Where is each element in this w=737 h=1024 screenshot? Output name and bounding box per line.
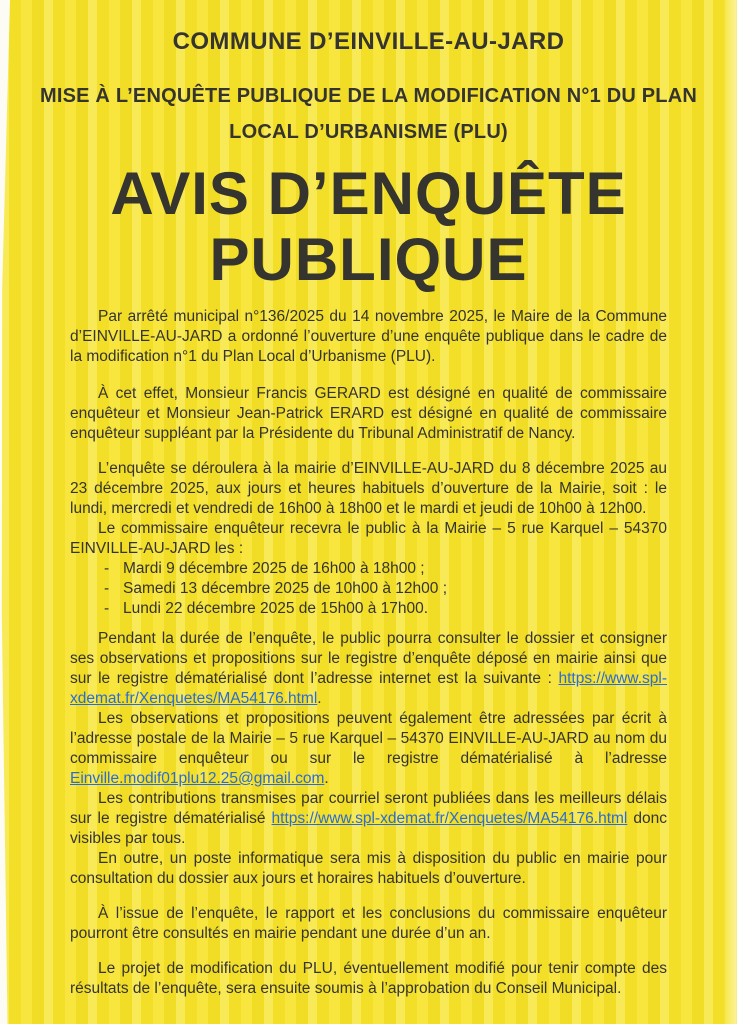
email-link[interactable]: Einville.modif01plu12.25@gmail.com xyxy=(70,769,325,787)
main-title xyxy=(0,161,737,293)
registre-text-end: . xyxy=(317,689,322,707)
courrier-text: Les observations et propositions peuvent également être adressées par écrit à l’adresse postale de la Mairie – 5 rue Karquel – 54370 EINVILLE-AU-JARD au nom du commissaire enquêteur ou sur le registre dématérialisé à l’adresse xyxy=(70,709,667,767)
permanence-item xyxy=(70,599,667,619)
paragraph-approbation: Le projet de modification du PLU, éventuellement modifié pour tenir compte des résultats de l’enquête, sera ensuite soumis à l’approbation du Conseil Municipal. xyxy=(70,959,667,997)
permanence-item xyxy=(70,579,667,599)
poster-header xyxy=(0,0,737,293)
permanence-item xyxy=(70,559,667,579)
paragraph-contributions xyxy=(70,789,667,849)
permanence-item-text: Samedi 13 décembre 2025 de 10h00 à 12h00 ; xyxy=(123,579,448,597)
paragraph-registre xyxy=(70,629,667,709)
courrier-text-end: . xyxy=(324,769,329,787)
permanence-list xyxy=(70,559,667,619)
permanence-item-text: Lundi 22 décembre 2025 de 15h00 à 17h00. xyxy=(123,599,429,617)
link-part-2: xdemat.fr/Xenquetes/MA54176.html xyxy=(380,809,628,827)
main-title-line-1: AVIS D’ENQUÊTE xyxy=(110,159,627,227)
dash-bullet: - xyxy=(104,559,110,577)
dash-bullet: - xyxy=(104,579,110,597)
paragraph-rapport: À l’issue de l’enquête, le rapport et les conclusions du commissaire enquêteur pourront être consultés en mairie pendant une durée d’un an. xyxy=(70,904,667,942)
paragraph-arrete: Par arrêté municipal n°136/2025 du 14 novembre 2025, le Maire de la Commune d’EINVILLE-AU-JARD a ordonné l’ouverture d’une enquête publique dans le cadre de la modification n°1 du Plan Local d’Urbanisme (PLU). xyxy=(70,307,667,365)
registre-dematerialise-link[interactable]: https://www.spl-xdemat.fr/Xenquetes/MA54176.html xyxy=(70,669,667,707)
contributions-text: Les contributions transmises par courriel seront publiées dans les meilleurs délais sur le registre dématérialisé xyxy=(70,789,667,827)
paragraph-poste-informatique: En outre, un poste informatique sera mis à disposition du public en mairie pour consultation du dossier aux jours et horaires habituels d’ouverture. xyxy=(70,849,667,887)
contributions-text-end: donc visibles par tous. xyxy=(70,809,667,847)
permanence-item-text: Mardi 9 décembre 2025 de 16h00 à 18h00 ; xyxy=(123,559,425,577)
registre-dematerialise-link-2[interactable] xyxy=(272,810,628,827)
paragraph-commissaires: À cet effet, Monsieur Francis GERARD est désigné en qualité de commissaire enquêteur et Monsieur Jean-Patrick ERARD est désigné en qualité de commissaire enquêteur suppléant par la Présidente du Tribunal Administratif de Nancy. xyxy=(70,384,667,442)
registre-text: Pendant la durée de l’enquête, le public pourra consulter le dossier et consigner ses observations et propositions sur le registre d’enquête déposé en mairie ainsi que sur le registre dématérialisé dont l’adresse internet est la suivante : xyxy=(70,629,667,687)
link-part-1: https://www.spl- xyxy=(271,809,381,827)
subtitle-line-2: LOCAL D’URBANISME (PLU) xyxy=(229,121,508,144)
paragraph-deroulement: L’enquête se déroulera à la mairie d’EINVILLE-AU-JARD du 8 décembre 2025 au 23 décembre 2025, aux jours et heures habituels d’ouverture de la Mairie, soit : le lundi, mercredi et vendredi de 16h00 à 18h00 et le mardi et jeudi de 10h00 à 12h00. xyxy=(70,459,667,517)
dash-bullet: - xyxy=(104,599,110,617)
paragraph-permanences-intro: Le commissaire enquêteur recevra le public à la Mairie – 5 rue Karquel – 54370 EINVILLE-AU-JARD les : xyxy=(70,519,667,557)
paragraph-courrier xyxy=(70,709,667,789)
subtitle-line-1: MISE À L’ENQUÊTE PUBLIQUE DE LA MODIFICATION N°1 DU PLAN xyxy=(39,85,697,107)
enquiry-subtitle xyxy=(0,78,737,151)
commune-heading: COMMUNE D’EINVILLE-AU-JARD xyxy=(172,28,565,55)
notice-body xyxy=(0,307,737,999)
main-title-line-2: PUBLIQUE xyxy=(209,225,528,293)
